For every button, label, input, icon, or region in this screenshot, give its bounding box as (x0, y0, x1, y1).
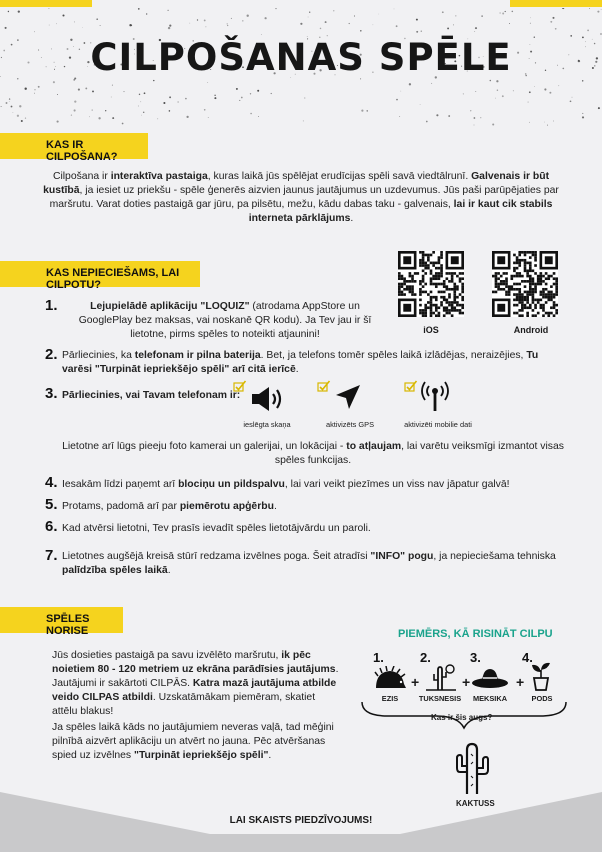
item-4-text-a: Iesakām līdzi paņemt arī (62, 479, 179, 490)
game-text-c: . Uzskatāmākam piemēram, skatiet attēlu blakus! (52, 692, 316, 717)
item-4 (62, 478, 562, 492)
item-1-text: (atrodama AppStore un GooglePlay bez maksas, vai noskanē QR kodu). Ja Tev jau ir šī lietotne, pirms spēles to noteikti atjaunini! (78, 301, 372, 340)
item-2-bold-a: telefonam ir pilna baterija (134, 350, 261, 361)
step-label-1: EZIS (381, 694, 399, 703)
top-left-bar (0, 0, 92, 7)
item-7-text-c: . (167, 565, 171, 576)
checkbox-icon-sound (233, 380, 247, 392)
item-5-bold: piemērotu apģērbu (179, 501, 274, 512)
desert-cactus-icon (424, 662, 458, 692)
item-number-3: 3. (45, 385, 58, 402)
game-paragraph-2 (52, 721, 340, 763)
antenna-icon (420, 380, 450, 412)
section-heading-need: KAS NEPIECIEŠAMS, LAI CILPOTU? (46, 267, 180, 291)
qr-label-android: Android (513, 325, 549, 335)
item-number-1: 1. (45, 297, 58, 314)
what-text-2: , kuras laikā jūs spēlējat erudīcijas spēli savā viedtālrunī. (207, 171, 472, 182)
step-number-3: 3. (470, 650, 481, 665)
game-bold-b: Katra mazā jautājuma atbilde veido CILPAS atbildi (52, 678, 337, 703)
what-bold-1: interaktīva pastaiga (110, 171, 208, 182)
section-band-game (0, 607, 123, 637)
item-5-text-a: Protams, padomā arī par (62, 501, 180, 512)
note-text-b: , lai varētu veiksmīgi izmantot visas spēles funkcijas. (274, 441, 564, 466)
item-3-bold: Pārliecinies, vai Tavam telefonam ir: (62, 390, 241, 401)
qr-label-ios: iOS (423, 325, 439, 335)
item-7-text-a: Lietotnes augšējā kreisā stūrī redzama izvēlnes poga. Šeit atradīsi (62, 551, 371, 562)
gps-arrow-icon (334, 383, 362, 411)
item-1-bold: Lejupielādē aplikāciju "LOQUIZ" (90, 301, 250, 312)
step-number-1: 1. (373, 650, 384, 665)
footer-message: LAI SKAISTS PIEDZĪVOJUMS! (229, 815, 373, 826)
step-number-2: 2. (420, 650, 431, 665)
plant-pot-icon (527, 660, 555, 692)
section-heading-what: KAS IR CILPOŠANA? (46, 139, 118, 163)
what-bold-2: Galvenais ir būt kustībā (43, 171, 550, 196)
game-paragraph-1 (52, 649, 340, 719)
item-3-note (62, 440, 564, 468)
item-6: Kad atvērsi lietotni, Tev prasīs ievadīt spēles lietotājvārdu un paroli. (62, 523, 371, 534)
icon-caption-sound: ieslēgta skaņa (243, 420, 291, 429)
what-bold-3: lai ir kaut cik stabils interneta pārklājums (248, 199, 553, 224)
item-7-text-b: , ja nepieciešama tehniska (433, 551, 556, 562)
game-bold-c: "Turpināt iepriekšējo spēli" (134, 750, 269, 761)
game-text-a: Jūs dosieties pastaigā pa savu izvēlēto maršrutu, (52, 650, 282, 661)
game-text-b: . Jautājumi ir sakārtoti CILPĀS. (52, 664, 339, 689)
top-right-bar (510, 0, 602, 7)
item-7-bold-a: "INFO" pogu (370, 551, 434, 562)
game-text-d: Ja spēles laikā kāds no jautājumiem neveras vaļā, tad mēģini pilnībā aizvērt aplikāciju un atvērt no jauna. Pēc atvēršanas spied uz izvēlnes (52, 722, 334, 761)
item-number-4: 4. (45, 474, 58, 491)
example-question: Kas ir šis augs? (431, 713, 493, 722)
section-band-what (0, 133, 148, 163)
item-2 (62, 349, 562, 377)
item-7 (62, 550, 562, 578)
checkbox-icon-gps (317, 380, 331, 392)
item-number-7: 7. (45, 547, 58, 564)
what-text-3: , ja iesiet uz priekšu - spēle ģenerēs aizvien jaunus jautājumus un uzdevumus. Jūs paši parūpējaties par maršrutu. Varat doties pastaigā gar jūru, pa pilsētu, mežu, kādu dabas taku - galvenais, (49, 185, 559, 210)
what-text-1: Cilpošana ir (52, 171, 111, 182)
icon-caption-data: aktivizēti mobilie dati (404, 420, 472, 429)
item-5 (62, 500, 562, 514)
section-band-need (0, 261, 200, 291)
step-label-3: MEKSIKA (472, 694, 508, 703)
note-text-a: Lietotne arī lūgs pieeju foto kamerai un galerijai, un lokācijai - (62, 441, 347, 452)
item-number-2: 2. (45, 346, 58, 363)
step-number-4: 4. (522, 650, 533, 665)
section-heading-game: SPĒLES NORISE (46, 613, 90, 637)
item-number-5: 5. (45, 496, 58, 513)
plus-3: + (516, 674, 525, 690)
item-2-text-c: . (295, 364, 299, 375)
item-4-bold: blociņu un pildspalvu (178, 479, 285, 490)
bottom-decoration (0, 772, 602, 852)
item-4-text-b: , lai vari veikt piezīmes un viss nav jāpatur galvā! (284, 479, 510, 490)
qr-code-android[interactable] (492, 251, 558, 317)
speaker-icon (250, 385, 290, 413)
checkbox-icon-data (404, 380, 418, 392)
item-7-bold-b: palīdzība spēles laikā (62, 565, 168, 576)
game-text-e: . (268, 750, 272, 761)
item-2-text-a: Pārliecinies, ka (62, 350, 135, 361)
plus-2: + (462, 674, 471, 690)
sombrero-icon (470, 666, 510, 690)
item-3 (62, 389, 262, 403)
step-label-4: PODS (531, 694, 553, 703)
hedgehog-icon (372, 666, 408, 692)
page-title: CILPOŠANAS SPĒLE (90, 36, 512, 79)
plus-1: + (411, 674, 420, 690)
what-paragraph (40, 170, 562, 226)
item-1 (62, 300, 388, 342)
icon-caption-gps: aktivizēts GPS (325, 420, 375, 429)
item-2-text-b: . Bet, ja telefons tomēr spēles laikā izlādējas, neraizējies, (260, 350, 527, 361)
item-number-6: 6. (45, 518, 58, 535)
qr-code-ios[interactable] (398, 251, 464, 317)
note-bold: to atļaujam (346, 441, 402, 452)
what-text-4: . (350, 213, 354, 224)
example-title: PIEMĒRS, KĀ RISINĀT CILPU (398, 628, 553, 640)
example-answer: KAKTUSS (456, 799, 495, 808)
item-2-bold-b: Tu varēsi "Turpināt iepriekšējo spēli" arī citā ierīcē (62, 350, 539, 375)
item-5-text-b: . (273, 501, 277, 512)
step-label-2: TUKSNESIS (418, 694, 462, 703)
game-bold-a: ik pēc noietiem 80 - 120 metriem uz ekrāna parādīsies jautājums (52, 650, 336, 675)
